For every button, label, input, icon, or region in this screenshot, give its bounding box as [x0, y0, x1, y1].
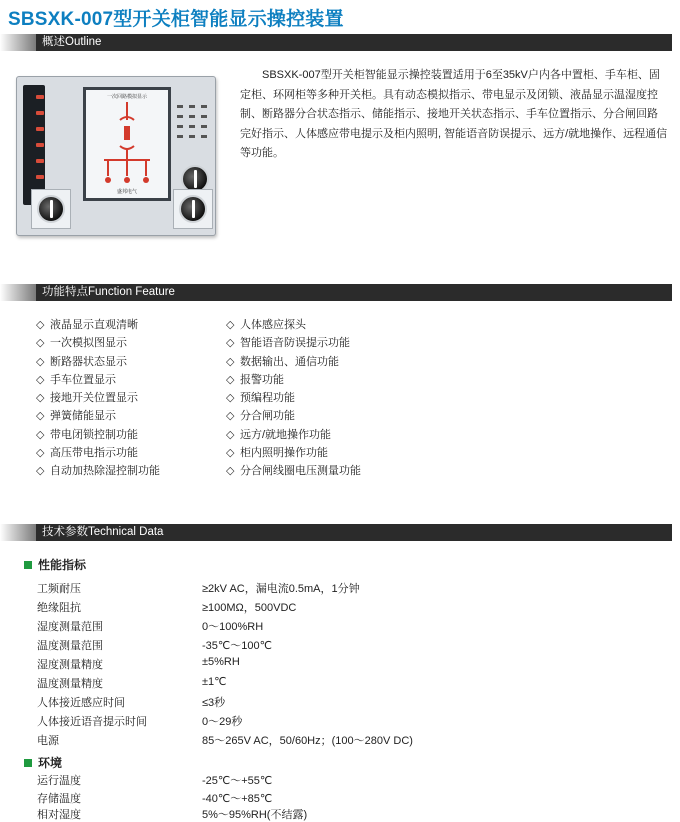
diamond-icon: ◇ [226, 410, 235, 423]
list-item: ◇ 远方/就地操作功能 [226, 426, 361, 444]
status-led-panel [175, 101, 209, 161]
list-item: ◇ 智能语音防误提示功能 [226, 334, 361, 352]
diamond-icon: ◇ [226, 447, 235, 460]
section-bar-features [0, 284, 672, 301]
diamond-icon: ◇ [36, 447, 45, 460]
list-item: ◇ 高压带电指示功能 [36, 444, 160, 462]
lcd-screen [83, 87, 171, 201]
indicator-strip [23, 85, 45, 205]
list-item: ◇ 一次模拟图显示 [36, 334, 160, 352]
list-item: ◇ 预编程功能 [226, 389, 361, 407]
list-item: ◇ 自动加热除湿控制功能 [36, 462, 160, 480]
diamond-icon: ◇ [36, 355, 45, 368]
section-title-features: 功能特点Function Feature [36, 284, 672, 301]
list-item: ◇ 报警功能 [226, 371, 361, 389]
performance-heading: 性能指标 [24, 556, 86, 573]
list-item: ◇ 接地开关位置显示 [36, 389, 160, 407]
list-item: ◇ 液晶显示直观清晰 [36, 316, 160, 334]
list-item: ◇ 分合闸线圈电压测量功能 [226, 462, 361, 480]
section-title-overview: 概述Outline [36, 34, 672, 51]
diamond-icon: ◇ [226, 392, 235, 405]
feature-list-right [226, 316, 361, 481]
section-bar-overview [0, 34, 672, 51]
section-bar-technical [0, 524, 672, 541]
diamond-icon: ◇ [36, 428, 45, 441]
diamond-icon: ◇ [226, 373, 235, 386]
list-item: ◇ 手车位置显示 [36, 371, 160, 389]
list-item: ◇ 数据输出、通信功能 [226, 353, 361, 371]
diamond-icon: ◇ [36, 465, 45, 478]
diamond-icon: ◇ [226, 428, 235, 441]
selector-knob-icon [37, 195, 65, 223]
square-bullet-icon [24, 561, 32, 569]
lcd-header-text: 一次回路模拟显示 [106, 94, 148, 100]
list-item: ◇ 弹簧储能显示 [36, 407, 160, 425]
single-line-diagram [86, 90, 168, 198]
feature-list-left [36, 316, 160, 481]
diamond-icon: ◇ [36, 337, 45, 350]
diamond-icon: ◇ [226, 355, 235, 368]
diamond-icon: ◇ [36, 410, 45, 423]
list-item: ◇ 柜内照明操作功能 [226, 444, 361, 462]
diamond-icon: ◇ [226, 319, 235, 331]
overview-description: SBSXK-007型开关柜智能显示操控装置适用于6至35kV户内各中置柜、手车柜、固定柜、环网柜等多种开关柜。具有动态模拟指示、带电显示及闭锁、液晶显示温湿度控制、断路器分合状态指示、储能指示、接地开关状态指示、手车位置指示、分合闸回路完好指示、人体感应带电提示及柜内照明, 智能语音防误提示、远方/就地操作、远程通信等功能。 [240, 69, 668, 159]
selector-knob-icon [179, 195, 207, 223]
square-bullet-icon [24, 759, 32, 767]
device-product-image [16, 76, 216, 236]
diamond-icon: ◇ [226, 337, 235, 350]
list-item: ◇ 人体感应探头 [226, 316, 361, 334]
diamond-icon: ◇ [36, 392, 45, 405]
list-item: ◇ 带电闭锁控制功能 [36, 426, 160, 444]
section-title-technical: 技术参数Technical Data [36, 524, 672, 541]
diamond-icon: ◇ [36, 319, 45, 331]
device-brand-text: 盛邦电气 [116, 189, 138, 195]
list-item: ◇ 断路器状态显示 [36, 353, 160, 371]
page-title: SBSXK-007型开关柜智能显示操控装置 [8, 9, 344, 30]
environment-heading: 环境 [24, 754, 62, 771]
diamond-icon: ◇ [226, 465, 235, 478]
diamond-icon: ◇ [36, 373, 45, 386]
list-item: ◇ 分合闸功能 [226, 407, 361, 425]
